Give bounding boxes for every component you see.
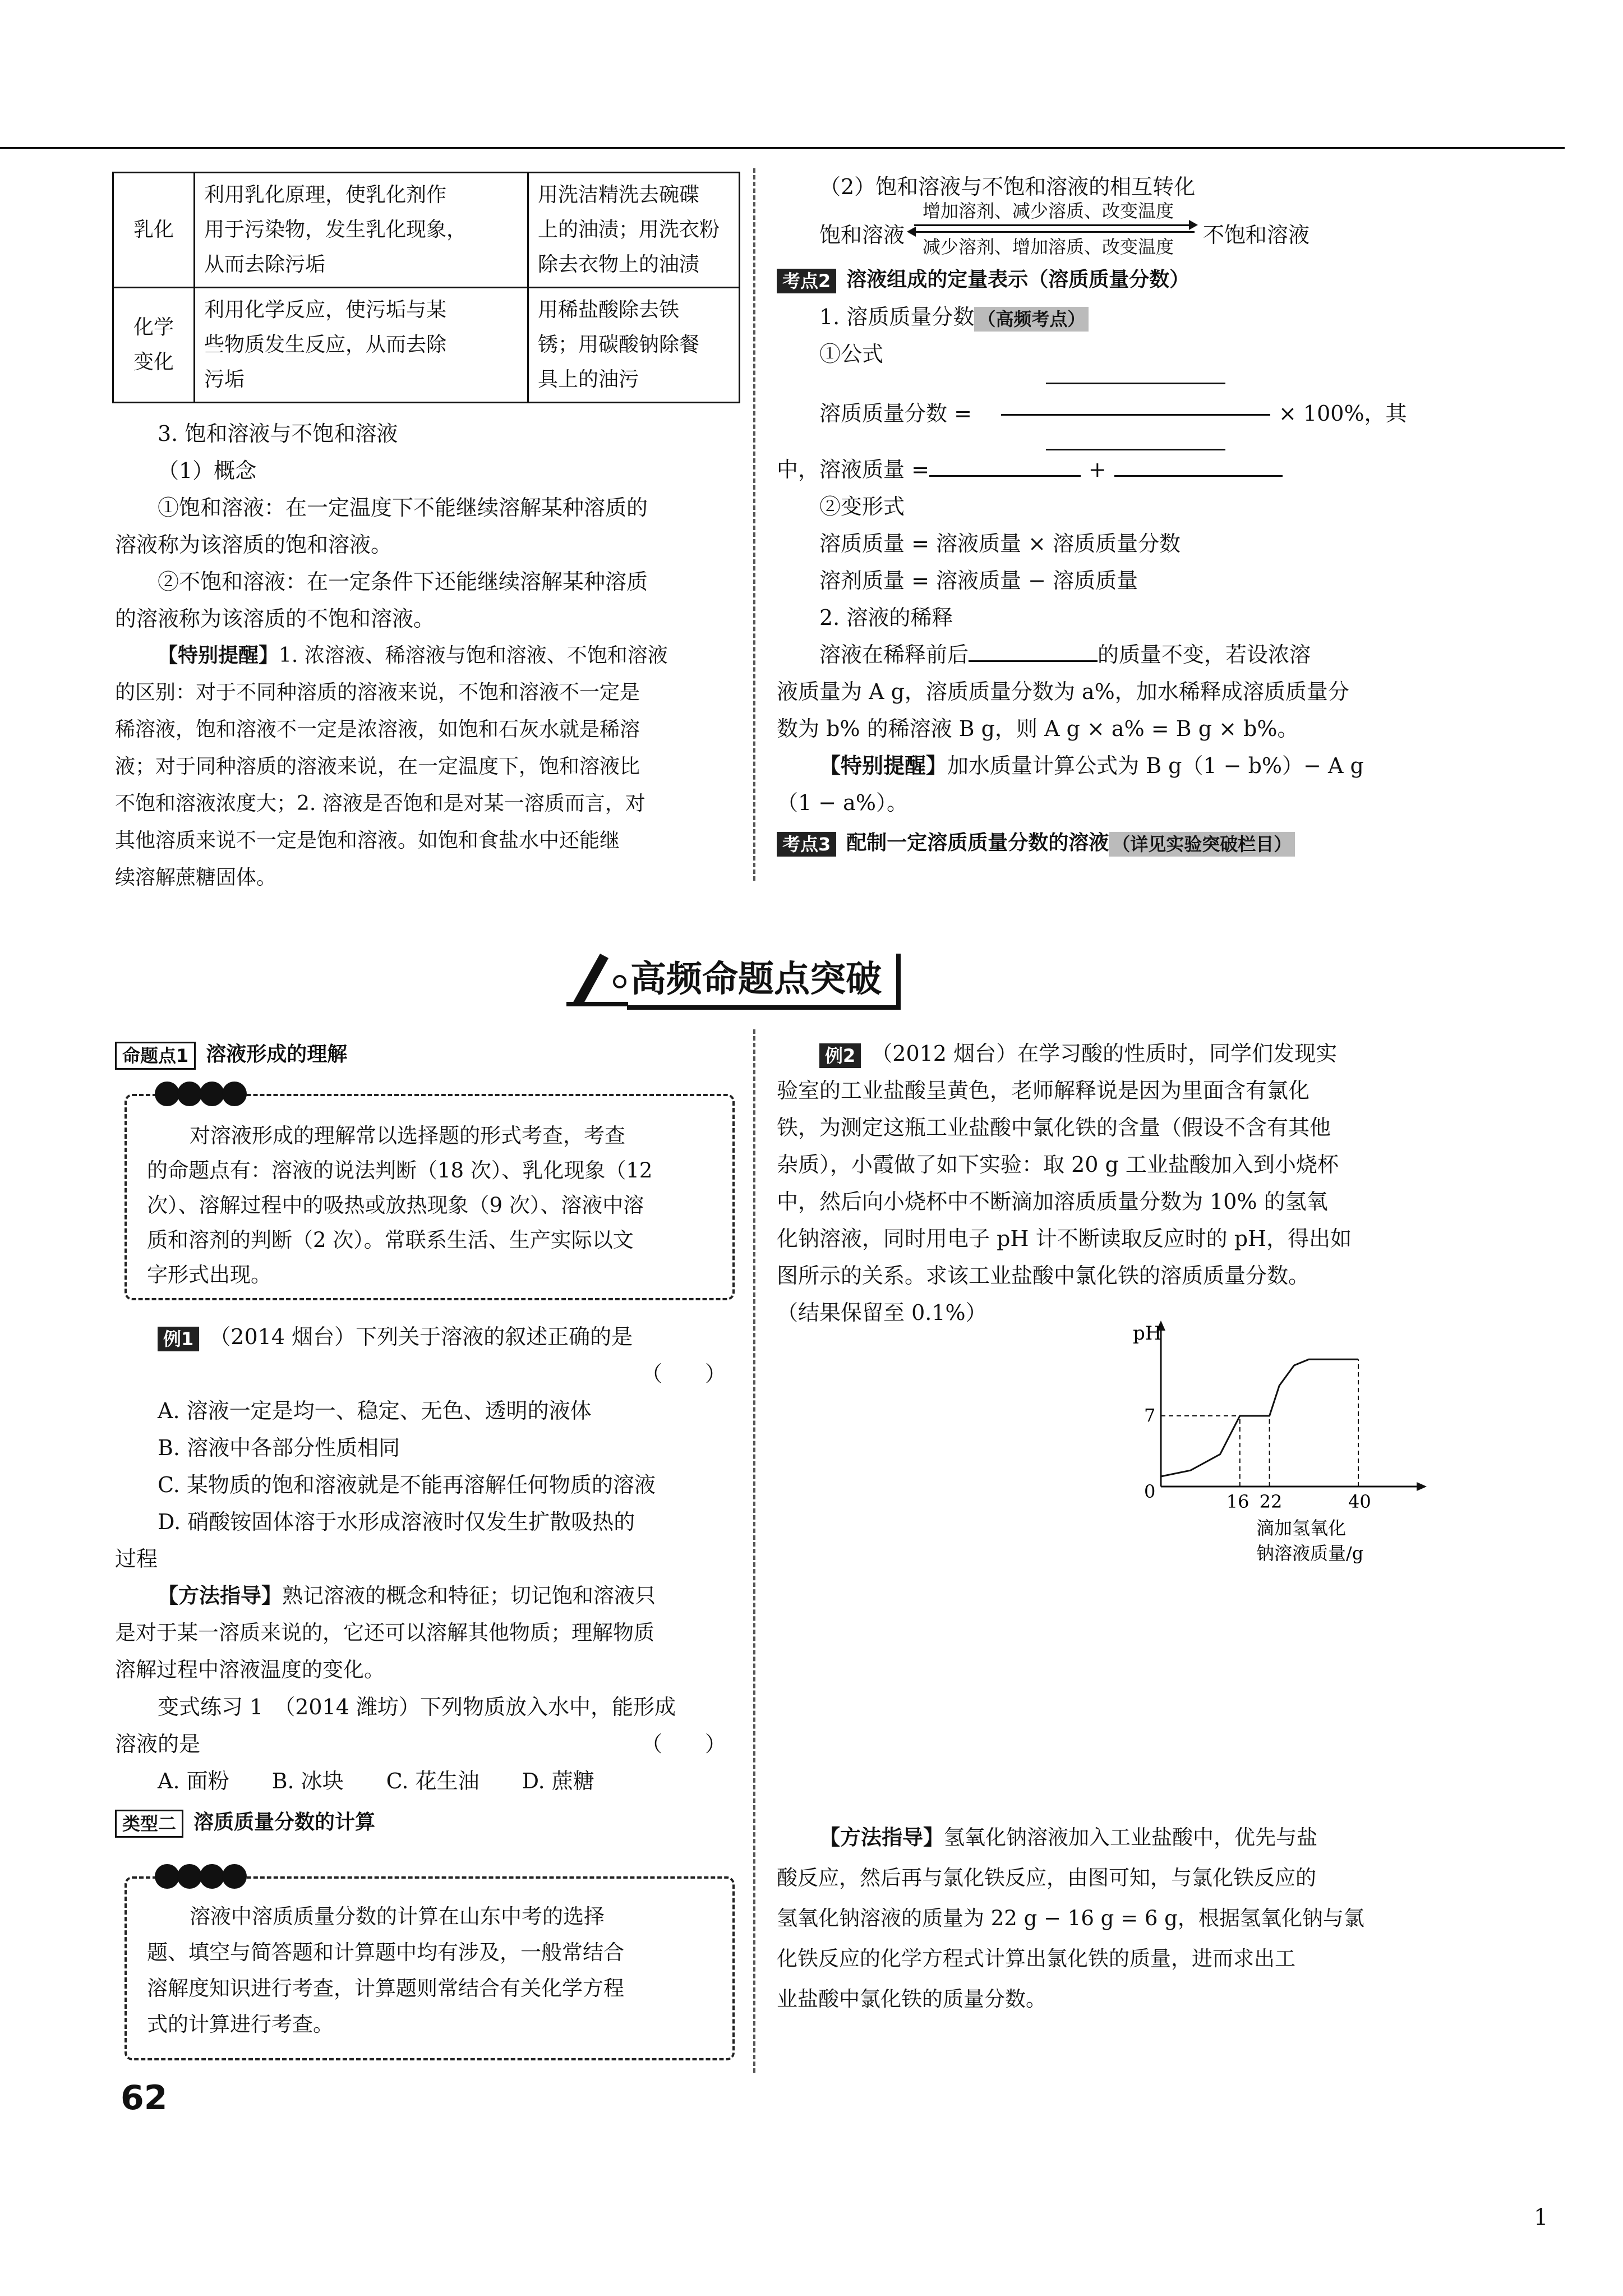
cell-line: 化学 <box>133 316 174 339</box>
analysis-line: 对溶液形成的理解常以选择题的形式考查，考查 <box>190 1124 625 1148</box>
kd3-heading <box>777 823 1410 862</box>
note-text: 加水质量计算公式为 B g（1 − b%）− A g <box>947 753 1364 778</box>
type-title: 溶质质量分数的计算 <box>193 1811 376 1834</box>
numerator-blank <box>1046 383 1225 384</box>
guide-line <box>777 1818 1410 1858</box>
table-row <box>113 173 740 288</box>
type-tag: 类型二 <box>115 1810 183 1838</box>
guide-line: 溶解过程中溶液温度的变化。 <box>115 1658 385 1682</box>
arrow-right-line <box>914 224 1195 226</box>
denominator-blank <box>1046 449 1225 450</box>
note-line: 不饱和溶液浓度大；2. 溶液是否饱和是对某一溶质而言，对 <box>115 792 645 815</box>
analysis-line: 字形式出现。 <box>147 1263 271 1287</box>
note-line: 续溶解蔗糖固体。 <box>115 866 277 889</box>
conversion-left: 饱和溶液 <box>819 223 905 247</box>
kd2-heading <box>777 260 1410 298</box>
guide-label: 【方法指导】 <box>819 1825 944 1849</box>
saturated-def-cont: 溶液称为该溶质的饱和溶液。 <box>115 532 393 557</box>
cleaning-method-table <box>112 172 740 403</box>
conversion-right: 不饱和溶液 <box>1203 223 1310 247</box>
example-2-line: 图所示的关系。求该工业盐酸中氯化铁的溶质质量分数。 <box>777 1263 1310 1288</box>
variant-exercise: 变式练习 1 （2014 潍坊）下列物质放入水中，能形成 <box>158 1695 676 1719</box>
example-2-line: 验室的工业盐酸呈黄色，老师解释说是因为里面含有氯化 <box>777 1078 1310 1103</box>
formula-left: 溶质质量分数 = <box>819 401 972 426</box>
dil-text: 的质量不变，若设浓溶 <box>1098 642 1311 667</box>
cell-line: 锈；用碳酸钠除餐 <box>538 333 700 356</box>
pen-icon <box>561 948 634 1010</box>
cell-line: 具上的油污 <box>538 368 639 391</box>
example-2-line: 杂质），小霞做了如下实验：取 20 g 工业盐酸加入到小烧杯 <box>777 1152 1339 1177</box>
banner-title: 高频命题点突破 <box>627 954 901 1010</box>
guide-line: 化铁反应的化学方程式计算出氯化铁的质量，进而求出工 <box>777 1947 1295 1971</box>
section-banner <box>561 948 953 1010</box>
example-2 <box>777 1035 1410 1331</box>
option-c: C. 某物质的饱和溶液就是不能再溶解任何物质的溶液 <box>158 1473 656 1497</box>
guide-line <box>115 1577 743 1614</box>
y-axis-label: pH <box>1133 1322 1162 1345</box>
conversion-diagram <box>777 200 1410 257</box>
variant-text: 溶液的是 <box>115 1732 201 1756</box>
table-cell-method <box>195 173 528 288</box>
dil-text: 溶液在稀释前后 <box>819 642 969 667</box>
variant-exercise-cont <box>115 1726 743 1763</box>
formula-label: ①公式 <box>819 342 884 366</box>
cell-line: 从而去除污垢 <box>204 253 326 276</box>
table-cell-example <box>528 173 740 288</box>
cell-line: 利用化学反应，使污垢与某 <box>204 298 447 321</box>
x-tick-label: 40 <box>1348 1491 1371 1512</box>
section-heading: 3. 饱和溶液与不饱和溶液 <box>158 421 398 446</box>
note-line: 稀溶液，饱和溶液不一定是浓溶液，如饱和石灰水就是稀溶 <box>115 718 640 741</box>
fraction-bar <box>1001 414 1270 416</box>
dilution-heading: 2. 溶液的稀释 <box>819 605 953 630</box>
right-top-text <box>777 168 1410 862</box>
x-axis-arrow-icon <box>1417 1482 1427 1491</box>
answer-blank[interactable] <box>969 660 1098 662</box>
cell-line: 利用乳化原理，使乳化剂作 <box>204 183 447 206</box>
saturated-def: ①饱和溶液：在一定温度下不能继续溶解某种溶质的 <box>158 495 648 520</box>
analysis-line: 溶解度知识进行考查，计算题则常结合有关化学方程 <box>147 1976 624 2000</box>
analysis-line: 题、填空与简答题和计算题中均有涉及，一般常结合 <box>147 1940 624 1964</box>
table-row-label: 乳化 <box>113 173 195 288</box>
note-line: 的区别：对于不同种溶质的溶液来说，不饱和溶液不一定是 <box>115 681 640 704</box>
answer-paren[interactable]: （ ） <box>640 1732 726 1756</box>
example-1-stem <box>115 1318 743 1355</box>
analysis-text <box>147 1899 713 2042</box>
mingtidian-heading <box>115 1035 743 1073</box>
dilution-line <box>777 636 1410 673</box>
table-row <box>113 288 740 403</box>
sub-heading: （1）概念 <box>158 458 257 483</box>
table-cell-method <box>195 288 528 403</box>
analysis-line: 式的计算进行考查。 <box>147 2012 334 2036</box>
example-tag: 例2 <box>819 1043 861 1068</box>
note-line <box>777 747 1410 784</box>
example-tag: 例1 <box>158 1327 199 1351</box>
kd2-title: 溶液组成的定量表示（溶质质量分数） <box>846 268 1190 291</box>
analysis-box-2 <box>125 1876 735 2060</box>
right-guide <box>777 1818 1410 2019</box>
cell-line: 些物质发生反应，从而去除 <box>204 333 447 356</box>
example-2-line: 铁，为测定这瓶工业盐酸中氯化铁的含量（假设不含有其他 <box>777 1115 1331 1140</box>
analysis-box-1 <box>125 1094 735 1300</box>
guide-label: 【方法指导】 <box>158 1584 282 1608</box>
cell-line: 用于污染物，发生乳化现象， <box>204 218 467 241</box>
answer-blank[interactable] <box>1114 475 1283 477</box>
example-2-line: 中，然后向小烧杯中不断滴加溶质质量分数为 10% 的氢氧 <box>777 1189 1328 1214</box>
mass-fraction-heading <box>777 298 1410 335</box>
highlight-badge: （高频考点） <box>974 307 1089 332</box>
analysis-text <box>147 1119 713 1292</box>
cell-line: 除去衣物上的油渍 <box>538 253 700 276</box>
variant-2: 溶剂质量 = 溶液质量 − 溶质质量 <box>819 568 1138 593</box>
left-bottom-text <box>115 1035 743 1073</box>
example-text: （2014 烟台）下列关于溶液的叙述正确的是 <box>209 1324 633 1349</box>
example-1 <box>115 1318 743 1841</box>
cell-line: 用洗洁精洗去碗碟 <box>538 183 700 206</box>
formula-block <box>777 372 1410 451</box>
series-line <box>1161 1359 1358 1476</box>
page-number: 62 <box>121 2078 168 2118</box>
origin-label: 0 <box>1144 1481 1156 1502</box>
left-top-text <box>115 415 743 896</box>
arrow-left-line <box>914 231 1195 233</box>
kaodian-tag: 考点3 <box>777 832 836 857</box>
conversion-heading: （2）饱和溶液与不饱和溶液的相互转化 <box>819 174 1196 199</box>
table-row-label <box>113 288 195 403</box>
unsaturated-def: ②不饱和溶液：在一定条件下还能继续溶解某种溶质 <box>158 569 648 594</box>
example-2-line: 化钠溶液，同时用电子 pH 计不断读取反应时的 pH，得出如 <box>777 1226 1352 1251</box>
example-text: （2012 烟台）在学习酸的性质时，同学们发现实 <box>871 1041 1338 1066</box>
mf-title: 1. 溶质质量分数 <box>819 305 975 329</box>
x-tick-label: 22 <box>1259 1491 1283 1512</box>
guide-text: 熟记溶液的概念和特征；切记饱和溶液只 <box>282 1584 656 1608</box>
x-axis-label-line1: 滴加氢氧化 <box>1256 1517 1347 1539</box>
example-2-line <box>777 1035 1410 1072</box>
header-rule <box>0 147 1565 149</box>
arrow-right-icon <box>1189 220 1198 230</box>
conversion-top-label: 增加溶剂、减少溶质、改变温度 <box>923 200 1174 222</box>
highlight-badge: （详见实验突破栏目） <box>1109 832 1295 857</box>
plus-sign: + <box>1088 457 1106 482</box>
option-b: B. 溶液中各部分性质相同 <box>158 1435 400 1460</box>
column-divider-bottom <box>753 1029 755 2073</box>
y-tick-label: 7 <box>1144 1405 1156 1426</box>
x-tick-label: 16 <box>1226 1491 1249 1512</box>
formula-right: × 100%，其 <box>1279 401 1407 426</box>
cell-line: 用稀盐酸除去铁 <box>538 298 680 321</box>
analysis-line: 质和溶剂的判断（2 次）。常联系生活、生产实际以文 <box>147 1228 634 1252</box>
note-line: （1 − a%）。 <box>777 790 908 815</box>
note-text: 1. 浓溶液、稀溶液与饱和溶液、不饱和溶液 <box>279 644 668 667</box>
kd3-title: 配制一定溶质质量分数的溶液 <box>846 831 1109 854</box>
note-label: 【特别提醒】 <box>819 753 948 778</box>
variant-label: ②变形式 <box>819 494 905 519</box>
guide-line: 酸反应，然后再与氯化铁反应，由图可知，与氯化铁反应的 <box>777 1866 1316 1890</box>
corner-number: 1 <box>1534 2205 1548 2230</box>
analysis-dots-icon <box>155 1864 245 1891</box>
guide-text: 氢氧化钠溶液加入工业盐酸中，优先与盐 <box>944 1825 1317 1849</box>
analysis-dots-icon <box>155 1082 245 1108</box>
formula-cont: 中，溶液质量 = <box>777 457 929 482</box>
cell-line: 上的油渍；用洗衣粉 <box>538 218 720 241</box>
answer-blank[interactable] <box>929 475 1081 477</box>
cell-line: 污垢 <box>204 368 245 391</box>
note-line <box>115 637 743 674</box>
kaodian-tag: 考点2 <box>777 269 836 293</box>
note-line: 其他溶质来说不一定是饱和溶液。如饱和食盐水中还能继 <box>115 829 620 852</box>
option-d-cont: 过程 <box>115 1547 158 1571</box>
conversion-bottom-label: 减少溶剂、增加溶质、改变温度 <box>923 236 1174 257</box>
mingtidian-tag: 命题点1 <box>115 1042 196 1070</box>
guide-line: 是对于某一溶质来说的，它还可以溶解其他物质；理解物质 <box>115 1621 654 1645</box>
guide-line: 业盐酸中氯化铁的质量分数。 <box>777 1987 1046 2011</box>
answer-paren[interactable]: （ ） <box>640 1361 726 1386</box>
x-axis-label-line2: 钠溶液质量/g <box>1256 1543 1364 1564</box>
option-a: A. 溶液一定是均一、稳定、无色、透明的液体 <box>158 1398 592 1423</box>
type2-heading <box>115 1803 743 1841</box>
table-cell-example <box>528 288 740 403</box>
analysis-line: 次）、溶解过程中的吸热或放热现象（9 次）、溶液中溶 <box>147 1193 644 1217</box>
option-d: D. 硝酸铵固体溶于水形成溶液时仅发生扩散吸热的 <box>158 1510 635 1534</box>
analysis-line: 的命题点有：溶液的说法判断（18 次）、乳化现象（12 <box>147 1158 653 1182</box>
note-line: 液；对于同种溶质的溶液来说，在一定温度下，饱和溶液比 <box>115 755 640 778</box>
dilution-line: 液质量为 A g，溶质质量分数为 a%，加水稀释成溶质质量分 <box>777 679 1349 704</box>
ph-titration-chart <box>1122 1318 1436 1576</box>
guide-line: 氢氧化钠溶液的质量为 22 g − 16 g = 6 g，根据氢氧化钠与氯 <box>777 1906 1364 1930</box>
unsaturated-def-cont: 的溶液称为该溶质的不饱和溶液。 <box>115 606 435 631</box>
cell-line: 变化 <box>133 351 174 374</box>
note-label: 【特别提醒】 <box>158 644 279 667</box>
dilution-line: 数为 b% 的稀溶液 B g，则 A g × a% = B g × b%。 <box>777 716 1299 741</box>
column-divider-top <box>753 168 755 881</box>
variant-options: A. 面粉 B. 冰块 C. 花生油 D. 蔗糖 <box>158 1769 594 1793</box>
mingtidian-title: 溶液形成的理解 <box>206 1043 348 1066</box>
analysis-line: 溶液中溶质质量分数的计算在山东中考的选择 <box>190 1904 605 1929</box>
example-2-line: （结果保留至 0.1%） <box>777 1300 987 1325</box>
arrow-left-icon <box>907 227 916 237</box>
variant-1: 溶质质量 = 溶液质量 × 溶质质量分数 <box>819 531 1181 556</box>
solution-mass-line <box>777 451 1410 488</box>
